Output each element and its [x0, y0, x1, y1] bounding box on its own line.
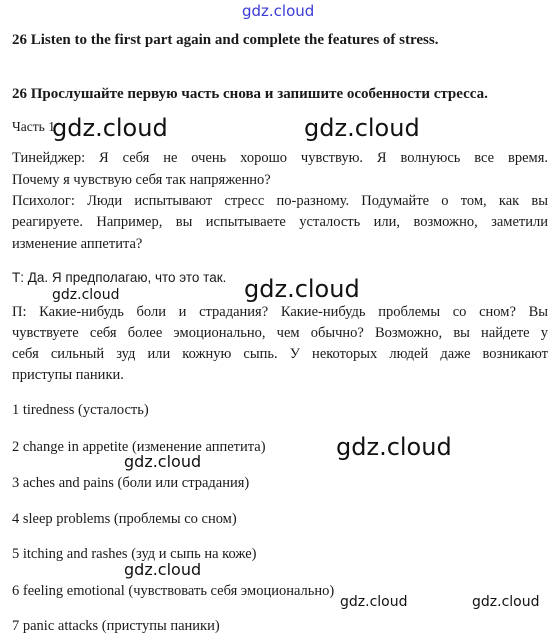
dialogue-line: Почему я чувствую себя так напряженно? [12, 172, 271, 188]
watermark: gdz.cloud [304, 114, 420, 142]
dialogue-line: изменение аппетита? [12, 236, 143, 252]
answer-item: 5 itching and rashes (зуд и сыпь на коже) [12, 546, 257, 562]
watermark: gdz.cloud [52, 114, 168, 142]
answer-item: 4 sleep problems (проблемы со сном) [12, 511, 237, 527]
answer-item: 1 tiredness (усталость) [12, 402, 149, 418]
dialogue-line: чувствуете себя более эмоционально, чем обычно? Возможно, вы найдете у [12, 325, 548, 341]
dialogue-line: Тинейджер: Я себя не очень хорошо чувствую. Я волнуюсь все время. [12, 150, 548, 166]
heading-english: 26 Listen to the first part again and complete the features of stress. [12, 32, 439, 48]
part-label: Часть 1 [12, 119, 55, 134]
answer-item: 3 aches and pains (боли или страдания) [12, 475, 250, 491]
dialogue-line: Т: Да. Я предполагаю, что это так. [12, 270, 227, 285]
watermark: gdz.cloud [124, 452, 202, 471]
dialogue-line: приступы паники. [12, 367, 124, 383]
watermark: gdz.cloud [340, 594, 408, 610]
answer-item: 2 change in appetite (изменение аппетита) [12, 439, 266, 455]
heading-russian: 26 Прослушайте первую часть снова и запишите особенности стресса. [12, 86, 488, 102]
dialogue-line: себя сильный зуд или кожную сыпь. У некоторых людей даже возникают [12, 346, 548, 362]
watermark: gdz.cloud [336, 433, 452, 461]
dialogue-line: реагируете. Например, вы испытываете усталость или, возможно, заметили [12, 214, 548, 230]
watermark: gdz.cloud [472, 594, 540, 610]
answer-item: 6 feeling emotional (чувствовать себя эмоционально) [12, 583, 335, 599]
watermark-top: gdz.cloud [242, 2, 315, 20]
watermark: gdz.cloud [244, 275, 360, 303]
dialogue-line: П: Какие-нибудь боли и страдания? Какие-нибудь проблемы со сном? Вы [12, 304, 548, 320]
watermark: gdz.cloud [124, 560, 202, 579]
watermark: gdz.cloud [52, 287, 120, 303]
answer-item: 7 panic attacks (приступы паники) [12, 618, 220, 634]
dialogue-line: Психолог: Люди испытывают стресс по-разному. Подумайте о том, как вы [12, 193, 548, 209]
